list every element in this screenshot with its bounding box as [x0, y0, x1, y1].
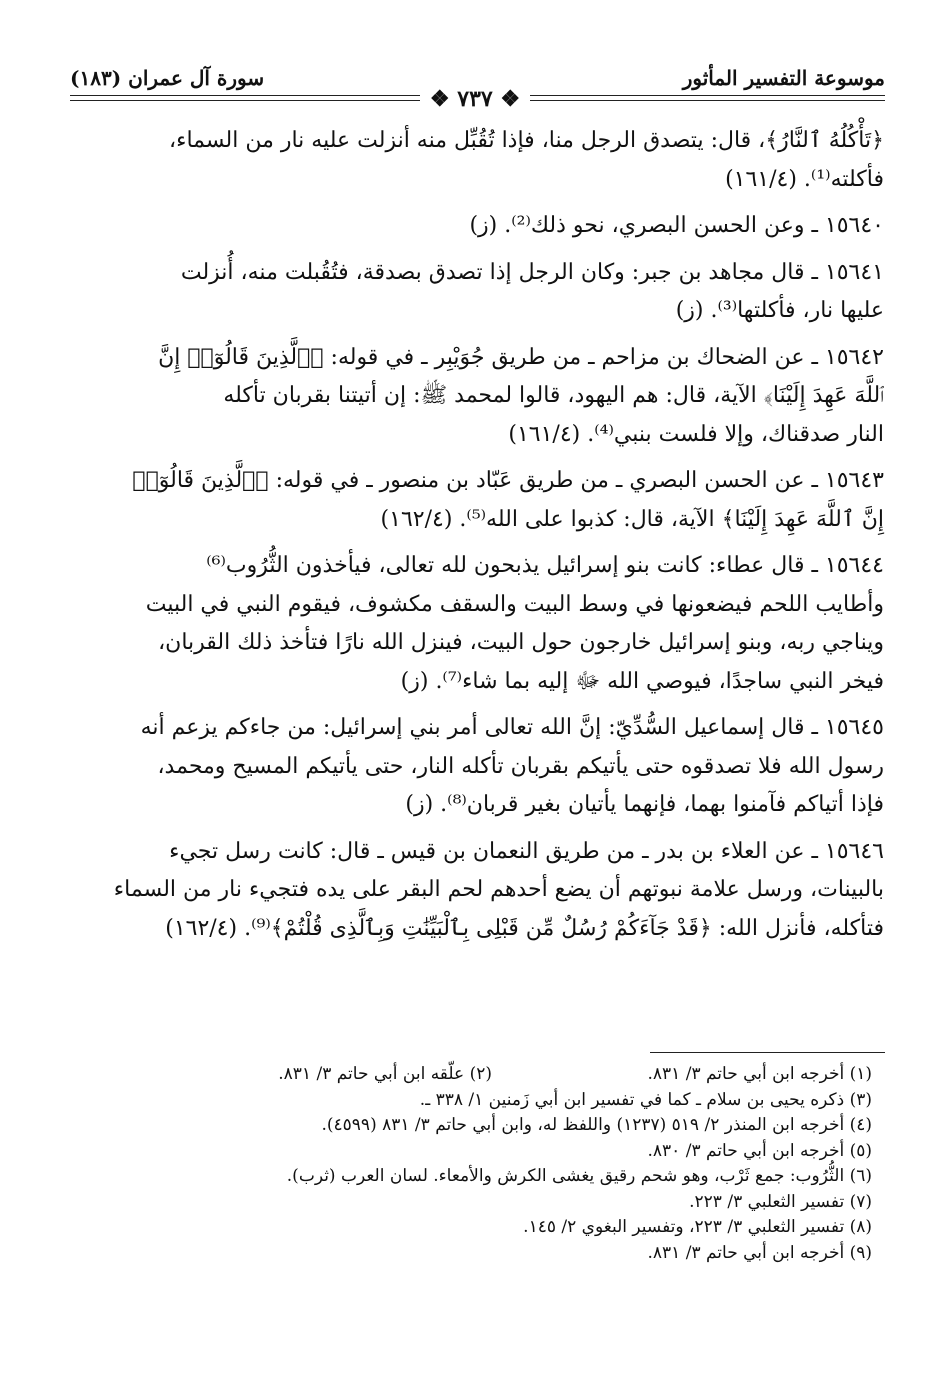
- paragraph-15640: [72, 207, 884, 246]
- text-line: ١٥٦٤٠ ـ وعن الحسن البصري، نحو ذلك⁽²⁾. (ز): [469, 213, 884, 238]
- text-line: ١٥٦٤٢ ـ عن الضحاك بن مزاحم ـ من طريق جُوَيْبِر ـ في قوله: ﴿ٱلَّذِينَ قَالُوٓا۟ إِنَّ: [158, 344, 884, 370]
- text-line: فإذا أتياكم فآمنوا بهما، فإنهما يأتيان بغير قربان⁽⁸⁾. (ز): [405, 792, 884, 817]
- paragraph-15642: [72, 339, 884, 455]
- footnote-4: (٤) أخرجه ابن المنذر ٢/ ٥١٩ (١٢٣٧) واللفظ له، وابن أبي حاتم ٣/ ٨٣١ (٤٥٩٩).: [321, 1115, 872, 1135]
- paragraph-continuation: [72, 122, 884, 199]
- text-line: ١٥٦٤٥ ـ قال إسماعيل السُّدِّيّ: إنَّ الله تعالى أمر بني إسرائيل: من جاءكم يزعم أنه: [140, 715, 884, 740]
- text-line: ١٥٦٤٦ ـ عن العلاء بن بدر ـ من طريق النعمان بن قيس ـ قال: كانت رسل تجيء: [169, 838, 884, 864]
- page-number-text: ٧٣٧: [457, 86, 493, 112]
- text-line: فتأكله، فأنزل الله: ﴿قَدْ جَآءَكُمْ رُسُلٌ مِّن قَبْلِى بِٱلْبَيِّنَٰتِ وَبِٱلَّذِى قُلْتُمْ﴾⁽⁹⁾. (١٦٢/٤): [165, 915, 884, 941]
- paragraph-15645: [72, 709, 884, 825]
- paragraph-15641: [72, 254, 884, 331]
- text-line: بالبينات، ورسل علامة نبوتهم أن يضع أحدهم لحم البقر على يده فتجيء نار من السماء: [113, 877, 884, 902]
- paragraph-15646: [72, 833, 884, 949]
- page-number: [420, 86, 530, 112]
- footnote-separator: [650, 1052, 885, 1053]
- book-title: موسوعة التفسير المأثور: [682, 66, 885, 90]
- page-number-ornament-right: ❖: [492, 86, 521, 112]
- surah-title: سورة آل عمران (١٨٣): [70, 66, 265, 90]
- main-text: [72, 122, 884, 956]
- text-line: النار صدقناك، وإلا فلست بنبي⁽⁴⁾. (١٦١/٤): [508, 421, 884, 447]
- paragraph-15644: [72, 547, 884, 701]
- text-line: ﴿تَأْكُلُهُ ٱلنَّارُ﴾، قال: يتصدق الرجل منا، فإذا تُقُبِّل منه أنزلت عليه نار من السماء،: [169, 128, 884, 153]
- text-line: ١٥٦٤٤ ـ قال عطاء: كانت بنو إسرائيل يذبحون لله تعالى، فيأخذون الثُّرُوب⁽⁶⁾: [206, 553, 884, 578]
- footnote-9: (٩) أخرجه ابن أبي حاتم ٣/ ٨٣١.: [647, 1242, 872, 1263]
- text-line: وأطايب اللحم فيضعونها في وسط البيت والسقف مكشوف، فيقوم النبي في البيت: [145, 591, 884, 617]
- paragraph-15643: [72, 462, 884, 539]
- text-line: فيخر النبي ساجدًا، فيوصي الله ﷻ إليه بما شاء⁽⁷⁾. (ز): [400, 668, 884, 694]
- text-line: ١٥٦٤٣ ـ عن الحسن البصري ـ من طريق عَبّاد بن منصور ـ في قوله: ﴿ٱلَّذِينَ قَالُوٓا۟: [132, 468, 884, 493]
- page-number-ornament-left: ❖: [429, 86, 458, 112]
- text-line: ١٥٦٤١ ـ قال مجاهد بن جبر: وكان الرجل إذا تصدق بصدقة، فتُقُبلت منه، أُنزلت: [180, 259, 884, 285]
- footnote-1: (١) أخرجه ابن أبي حاتم ٣/ ٨٣١.: [647, 1064, 872, 1084]
- footnote-6: (٦) الثُّرُوب: جمع ثَرْب، وهو شحم رقيق يغشى الكرش والأمعاء. لسان العرب (ثرب).: [286, 1166, 872, 1186]
- text-line: ٱللَّهَ عَهِدَ إِلَيْنَا﴾ الآية، قال: هم اليهود، قالوا لمحمد ﷺ: إن أتيتنا بقربان تأكله: [223, 383, 884, 408]
- footnote-3: (٣) ذكره يحيى بن سلام ـ كما في تفسير ابن أبي زَمنين ١/ ٣٣٨ ـ.: [419, 1089, 872, 1110]
- text-line: فأكلته⁽¹⁾. (١٦١/٤): [725, 166, 884, 192]
- footnote-8: (٨) تفسير الثعلبي ٣/ ٢٢٣، وتفسير البغوي ٢/ ١٤٥.: [523, 1217, 872, 1237]
- text-line: عليها نار، فأكلتها⁽³⁾. (ز): [675, 298, 884, 323]
- footnote-row: [72, 1062, 872, 1088]
- footnotes: [72, 1062, 872, 1266]
- footnote-5: (٥) أخرجه ابن أبي حاتم ٣/ ٨٣٠.: [647, 1140, 872, 1161]
- footnote-2: (٢) علّقه ابن أبي حاتم ٣/ ٨٣١.: [278, 1064, 492, 1084]
- text-line: إِنَّ ٱللَّهَ عَهِدَ إِلَيْنَا﴾ الآية، قال: كذبوا على الله⁽⁵⁾. (١٦٢/٤): [380, 506, 884, 532]
- text-line: ويناجي ربه، وبنو إسرائيل خارجون حول البيت، فينزل الله نارًا فتأخذ ذلك القربان،: [158, 630, 884, 655]
- text-line: رسول الله فلا تصدقوه حتى يأتيكم بقربان تأكله النار، حتى يأتيكم المسيح ومحمد،: [157, 753, 884, 779]
- footnote-7: (٧) تفسير الثعلبي ٣/ ٢٢٣.: [689, 1191, 872, 1212]
